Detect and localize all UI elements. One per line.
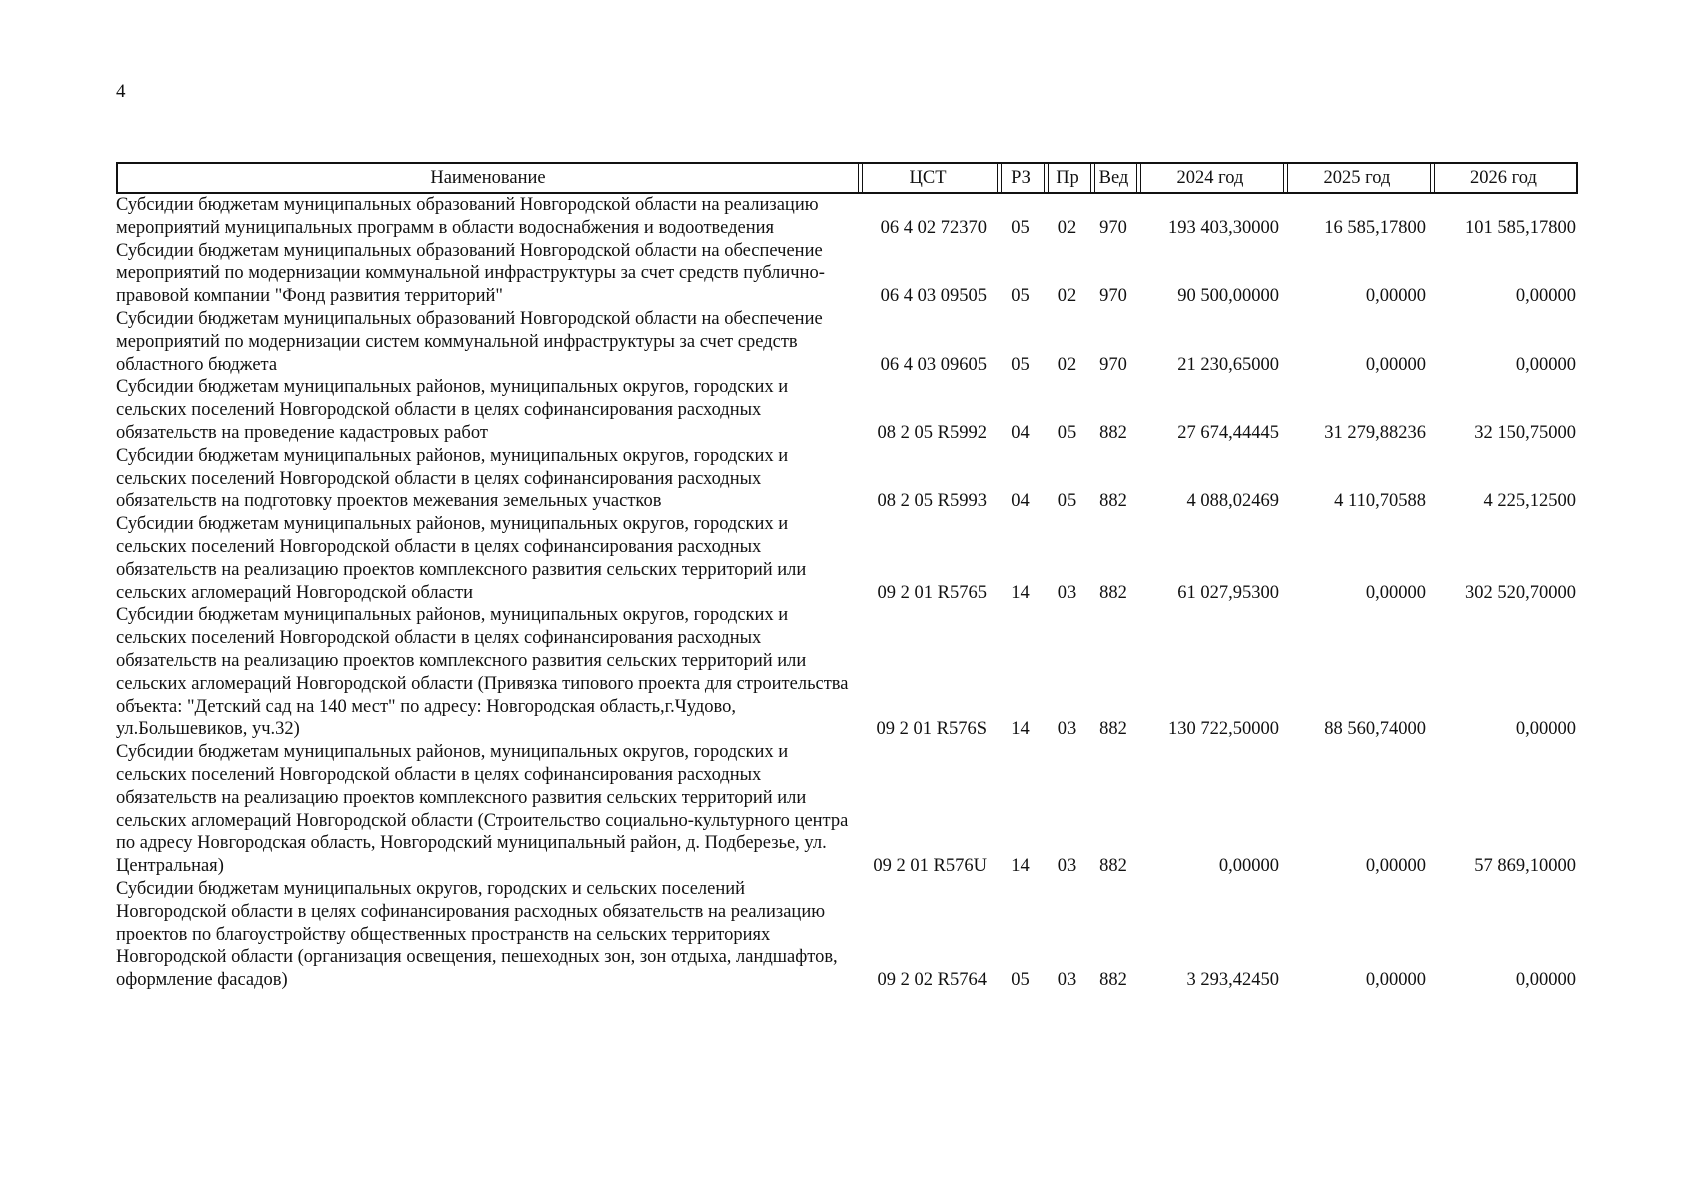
row-pr: 03: [1057, 856, 1077, 877]
row-amount-2026: 0,00000: [1515, 970, 1576, 991]
table-row: [116, 445, 1578, 513]
row-name: Субсидии бюджетам муниципальных образований Новгородской области на реализацию мероприятий муниципальных программ в области водоснабжения и водоотведения: [116, 195, 819, 238]
row-ved: 970: [1099, 286, 1127, 307]
row-amount-2026: 4 225,12500: [1483, 491, 1576, 512]
column-header-name: Наименование: [116, 162, 858, 194]
table-row: [116, 741, 1578, 878]
row-cst: 06 4 02 72370: [880, 217, 987, 238]
row-amount-2024: 130 722,50000: [1168, 719, 1279, 740]
row-amount-2026: 0,00000: [1515, 286, 1576, 307]
row-pr: 05: [1057, 422, 1077, 443]
row-cst: 09 2 01 R576U: [873, 856, 987, 877]
row-pr: 03: [1057, 582, 1077, 603]
row-ved: 882: [1099, 582, 1127, 603]
row-rz: 04: [1011, 491, 1030, 512]
row-cst: 09 2 01 R576S: [876, 719, 987, 740]
table-row: [116, 513, 1578, 604]
column-header-rz: РЗ: [997, 162, 1044, 194]
row-amount-2024: 193 403,30000: [1168, 217, 1279, 238]
row-amount-2026: 302 520,70000: [1465, 582, 1576, 603]
column-header-pr: Пр: [1044, 162, 1090, 194]
column-header-2026: 2026 год: [1430, 162, 1578, 194]
row-rz: 05: [1011, 217, 1030, 238]
row-name: Субсидии бюджетам муниципальных районов, муниципальных округов, городских и сельских поселений Новгородской области в целях софинансирования расходных обязательств на реализацию проектов комплексного развития сельских территорий или сельских агломераций Новгородской области (Привязка типового проекта для строительства объекта: "Детский сад на 140 мест" по адресу: Новгородская область,г.Чудово, ул.Большевиков, уч.32): [116, 605, 849, 740]
row-ved: 882: [1099, 719, 1127, 740]
row-rz: 04: [1011, 422, 1030, 443]
table-row: [116, 308, 1578, 376]
row-rz: 05: [1011, 286, 1030, 307]
row-ved: 882: [1099, 491, 1127, 512]
row-name: Субсидии бюджетам муниципальных районов, муниципальных округов, городских и сельских поселений Новгородской области в целях софинансирования расходных обязательств на реализацию проектов комплексного развития сельских территорий или сельских агломераций Новгородской области (Строительство социально-культурного центра по адресу Новгородская область, Новгородский муниципальный район, д. Подберезье, ул. Центральная): [116, 742, 849, 877]
budget-table: [116, 162, 1578, 992]
row-ved: 882: [1099, 970, 1127, 991]
row-amount-2024: 27 674,44445: [1177, 422, 1279, 443]
row-cst: 08 2 05 R5993: [877, 491, 987, 512]
column-header-2024: 2024 год: [1136, 162, 1283, 194]
row-amount-2026: 32 150,75000: [1474, 422, 1576, 443]
row-amount-2025: 0,00000: [1365, 582, 1426, 603]
row-ved: 970: [1099, 217, 1127, 238]
table-header-row: [116, 162, 1578, 194]
row-name: Субсидии бюджетам муниципальных районов, муниципальных округов, городских и сельских поселений Новгородской области в целях софинансирования расходных обязательств на подготовку проектов межевания земельных участков: [116, 445, 789, 512]
row-rz: 05: [1011, 354, 1030, 375]
table-row: [116, 604, 1578, 741]
row-pr: 02: [1057, 217, 1077, 238]
row-amount-2024: 4 088,02469: [1186, 491, 1279, 512]
row-amount-2026: 57 869,10000: [1474, 856, 1576, 877]
row-amount-2024: 90 500,00000: [1177, 286, 1279, 307]
row-amount-2025: 0,00000: [1365, 856, 1426, 877]
row-name: Субсидии бюджетам муниципальных районов, муниципальных округов, городских и сельских поселений Новгородской области в целях софинансирования расходных обязательств на проведение кадастровых работ: [116, 377, 789, 443]
row-amount-2025: 0,00000: [1365, 970, 1426, 991]
row-cst: 08 2 05 R5992: [877, 422, 987, 443]
row-rz: 14: [1011, 719, 1030, 740]
table-row: [116, 376, 1578, 444]
row-name: Субсидии бюджетам муниципальных округов, городских и сельских поселений Новгородской области в целях софинансирования расходных обязательств на реализацию проектов по благоустройству общественных пространств на сельских территориях Новгородской области (организация освещения, пешеходных зон, зон отдыха, ландшафтов, оформление фасадов): [116, 878, 838, 991]
row-cst: 09 2 02 R5764: [877, 970, 987, 991]
row-amount-2026: 0,00000: [1515, 719, 1576, 740]
row-pr: 02: [1057, 286, 1077, 307]
row-amount-2025: 31 279,88236: [1324, 422, 1426, 443]
row-pr: 03: [1057, 719, 1077, 740]
row-amount-2024: 61 027,95300: [1177, 582, 1279, 603]
row-name: Субсидии бюджетам муниципальных районов, муниципальных округов, городских и сельских поселений Новгородской области в целях софинансирования расходных обязательств на реализацию проектов комплексного развития сельских территорий или сельских агломераций Новгородской области: [116, 514, 807, 603]
row-amount-2025: 4 110,70588: [1334, 491, 1426, 512]
row-pr: 05: [1057, 491, 1077, 512]
page-number: 4: [116, 81, 126, 102]
row-amount-2025: 88 560,74000: [1324, 719, 1426, 740]
row-amount-2025: 16 585,17800: [1324, 217, 1426, 238]
row-rz: 14: [1011, 856, 1030, 877]
row-amount-2024: 3 293,42450: [1186, 970, 1279, 991]
row-amount-2026: 101 585,17800: [1465, 217, 1576, 238]
table-row: [116, 194, 1578, 240]
row-cst: 06 4 03 09505: [880, 286, 987, 307]
row-amount-2024: 21 230,65000: [1177, 354, 1279, 375]
row-amount-2025: 0,00000: [1365, 354, 1426, 375]
row-amount-2024: 0,00000: [1218, 856, 1279, 877]
row-pr: 03: [1057, 970, 1077, 991]
column-header-2025: 2025 год: [1283, 162, 1430, 194]
row-ved: 882: [1099, 856, 1127, 877]
table-row: [116, 878, 1578, 992]
column-header-ved: Вед: [1090, 162, 1136, 194]
row-name: Субсидии бюджетам муниципальных образований Новгородской области на обеспечение мероприятий по модернизации систем коммунальной инфраструктуры за счет средств областного бюджета: [116, 308, 823, 375]
row-pr: 02: [1057, 354, 1077, 375]
row-ved: 882: [1099, 422, 1127, 443]
row-name: Субсидии бюджетам муниципальных образований Новгородской области на обеспечение мероприятий по модернизации коммунальной инфраструктуры за счет средств публично-правовой компании "Фонд развития территорий": [116, 240, 825, 307]
row-cst: 06 4 03 09605: [880, 354, 987, 375]
row-amount-2026: 0,00000: [1515, 354, 1576, 375]
row-amount-2025: 0,00000: [1365, 286, 1426, 307]
table-row: [116, 240, 1578, 308]
row-rz: 14: [1011, 582, 1030, 603]
row-ved: 970: [1099, 354, 1127, 375]
column-header-cst: ЦСТ: [858, 162, 997, 194]
row-cst: 09 2 01 R5765: [877, 582, 987, 603]
row-rz: 05: [1011, 970, 1030, 991]
